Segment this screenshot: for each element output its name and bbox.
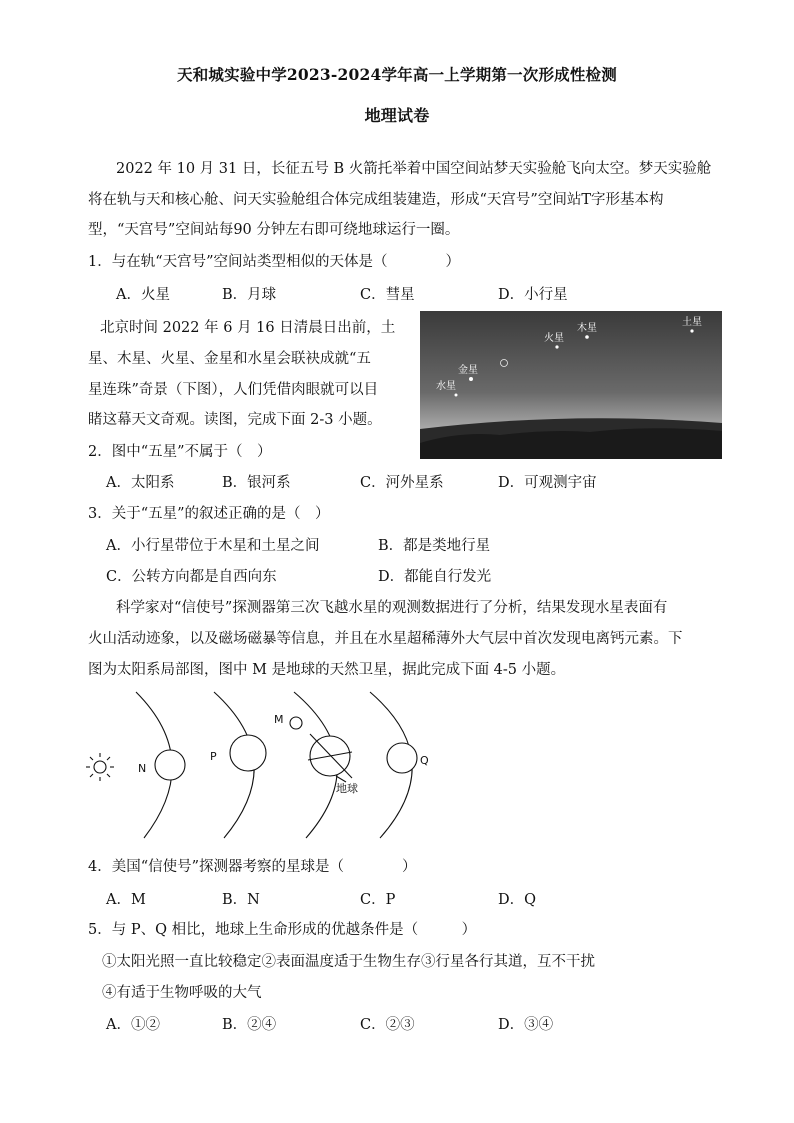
q5-option-c[interactable]: C．②③ xyxy=(360,1017,415,1033)
saturn-dot xyxy=(690,329,693,332)
q2-option-d[interactable]: D．可观测宇宙 xyxy=(498,475,597,491)
intro-line-1: 2022 年 10 月 31 日，长征五号 B 火箭托举着中国空间站梦天实验舱飞向太空。梦天实验舱 xyxy=(116,161,712,177)
intro-line-3: 型，“天宫号”空间站每90 分钟左右即可绕地球运行一圈。 xyxy=(88,222,460,238)
planet-q xyxy=(387,743,417,773)
passage2-line-3: 星连珠”奇景（下图），人们凭借肉眼就可以目 xyxy=(88,382,379,398)
q3-option-a[interactable]: A．小行星带位于木星和土星之间 xyxy=(106,538,320,554)
q2-option-b[interactable]: B．银河系 xyxy=(222,475,291,491)
mars-dot xyxy=(555,345,558,348)
q5-stem: 5．与 P、Q 相比，地球上生命形成的优越条件是（ ） xyxy=(88,922,477,938)
passage2-line-1: 北京时间 2022 年 6 月 16 日清晨日出前，土 xyxy=(100,320,396,336)
q4-stem: 4．美国“信使号”探测器考察的星球是（ ） xyxy=(88,859,417,875)
solar-system-diagram xyxy=(84,690,504,840)
venus-label: 金星 xyxy=(458,365,478,376)
label-n: N xyxy=(138,762,147,775)
q3-stem: 3．关于“五星”的叙述正确的是（ ） xyxy=(88,506,330,522)
venus-dot xyxy=(469,377,473,381)
q4-option-d[interactable]: D．Q xyxy=(498,892,537,908)
q4-option-a[interactable]: A．M xyxy=(106,892,146,908)
q1-option-a[interactable]: A．火星 xyxy=(116,287,170,303)
exam-title: 天和城实验中学2023-2024学年高一上学期第一次形成性检测 xyxy=(177,65,617,84)
jupiter-dot xyxy=(585,335,589,339)
q1-option-c[interactable]: C．彗星 xyxy=(360,287,415,303)
passage2-line-2: 星、木星、火星、金星和水星会联袂成就“五 xyxy=(88,351,371,367)
q3-option-b[interactable]: B．都是类地行星 xyxy=(378,538,491,554)
q2-stem: 2．图中“五星”不属于（ ） xyxy=(88,444,272,460)
q1-stem: 1．与在轨“天宫号”空间站类型相似的天体是（ ） xyxy=(88,254,461,270)
q2-option-a[interactable]: A．太阳系 xyxy=(106,475,175,491)
mars-label: 火星 xyxy=(544,333,564,344)
mercury-dot xyxy=(455,394,458,397)
q4-option-c[interactable]: C．P xyxy=(360,892,396,908)
sun-icon xyxy=(86,753,114,781)
q5-option-a[interactable]: A．①② xyxy=(106,1017,160,1033)
q3-option-c[interactable]: C．公转方向都是自西向东 xyxy=(106,569,277,585)
q5-conditions-line-2: ④有适于生物呼吸的大气 xyxy=(102,985,262,1001)
planet-p xyxy=(230,735,266,771)
planet-n xyxy=(155,750,185,780)
saturn-label: 土星 xyxy=(682,317,702,328)
passage3-line-1: 科学家对“信使号”探测器第三次飞越水星的观测数据进行了分析，结果发现水星表面有 xyxy=(116,600,668,616)
label-m: M xyxy=(274,713,284,726)
exam-subtitle: 地理试卷 xyxy=(364,106,430,125)
q3-option-d[interactable]: D．都能自行发光 xyxy=(378,569,492,585)
five-planets-sky-figure xyxy=(420,311,722,459)
passage2-line-4: 睹这幕天文奇观。读图，完成下面 2-3 小题。 xyxy=(88,412,382,428)
passage3-line-3: 图为太阳系局部图，图中 M 是地球的天然卫星，据此完成下面 4-5 小题。 xyxy=(88,662,566,678)
intro-line-2: 将在轨与天和核心舱、问天实验舱组合体完成组装建造，形成“天宫号”空间站T字形基本构 xyxy=(88,192,664,208)
label-q: Q xyxy=(420,754,429,767)
q1-option-b[interactable]: B．月球 xyxy=(222,287,277,303)
q2-option-c[interactable]: C．河外星系 xyxy=(360,475,444,491)
label-p: P xyxy=(210,750,217,763)
jupiter-label: 木星 xyxy=(577,323,597,334)
moon-m xyxy=(290,717,302,729)
q5-option-d[interactable]: D．③④ xyxy=(498,1017,554,1033)
mercury-label: 水星 xyxy=(436,381,456,392)
q1-option-d[interactable]: D．小行星 xyxy=(498,287,568,303)
passage3-line-2: 火山活动迹象，以及磁场磁暴等信息，并且在水星超稀薄外大气层中首次发现电离钙元素。下 xyxy=(88,631,683,647)
label-earth: 地球 xyxy=(336,782,358,795)
q4-option-b[interactable]: B．N xyxy=(222,892,260,908)
q5-conditions-line-1: ①太阳光照一直比较稳定②表面温度适于生物生存③行星各行其道，互不干扰 xyxy=(102,954,595,970)
q5-option-b[interactable]: B．②④ xyxy=(222,1017,277,1033)
